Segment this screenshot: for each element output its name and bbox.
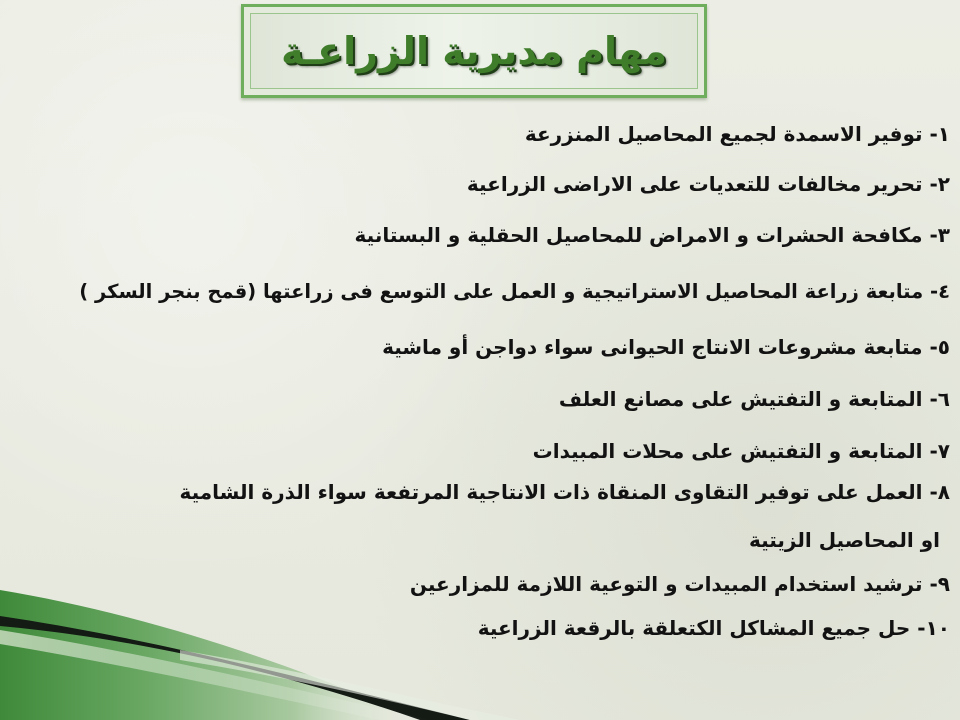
task-item-10: ١٠- حل جميع المشاكل الكتعلقة بالرقعة الزراعية	[477, 616, 950, 640]
task-item-3: ٣- مكافحة الحشرات و الامراض للمحاصيل الحقلية و البستانية	[354, 223, 950, 247]
task-item-8-continued: او المحاصيل الزيتية	[748, 528, 940, 552]
task-item-7: ٧- المتابعة و التفتيش على محلات المبيدات	[532, 439, 950, 463]
decorative-swoosh	[0, 590, 960, 720]
slide-title: مهام مديرية الزراعـة	[281, 29, 667, 73]
task-item-6: ٦- المتابعة و التفتيش على مصانع العلف	[558, 387, 950, 411]
task-item-4: ٤- متابعة زراعة المحاصيل الاستراتيجية و العمل على التوسع فى زراعتها (قمح بنجر السكر )	[79, 280, 950, 303]
task-item-2: ٢- تحرير مخالفات للتعديات على الاراضى الزراعية	[466, 172, 950, 196]
task-item-8: ٨- العمل على توفير التقاوى المنقاة ذات الانتاجية المرتفعة سواء الذرة الشامية	[179, 480, 950, 504]
task-item-9: ٩- ترشيد استخدام المبيدات و التوعية اللازمة للمزارعين	[409, 572, 950, 596]
task-item-1: ١- توفير الاسمدة لجميع المحاصيل المنزرعة	[524, 122, 950, 146]
task-item-5: ٥- متابعة مشروعات الانتاج الحيوانى سواء دواجن أو ماشية	[382, 335, 950, 359]
